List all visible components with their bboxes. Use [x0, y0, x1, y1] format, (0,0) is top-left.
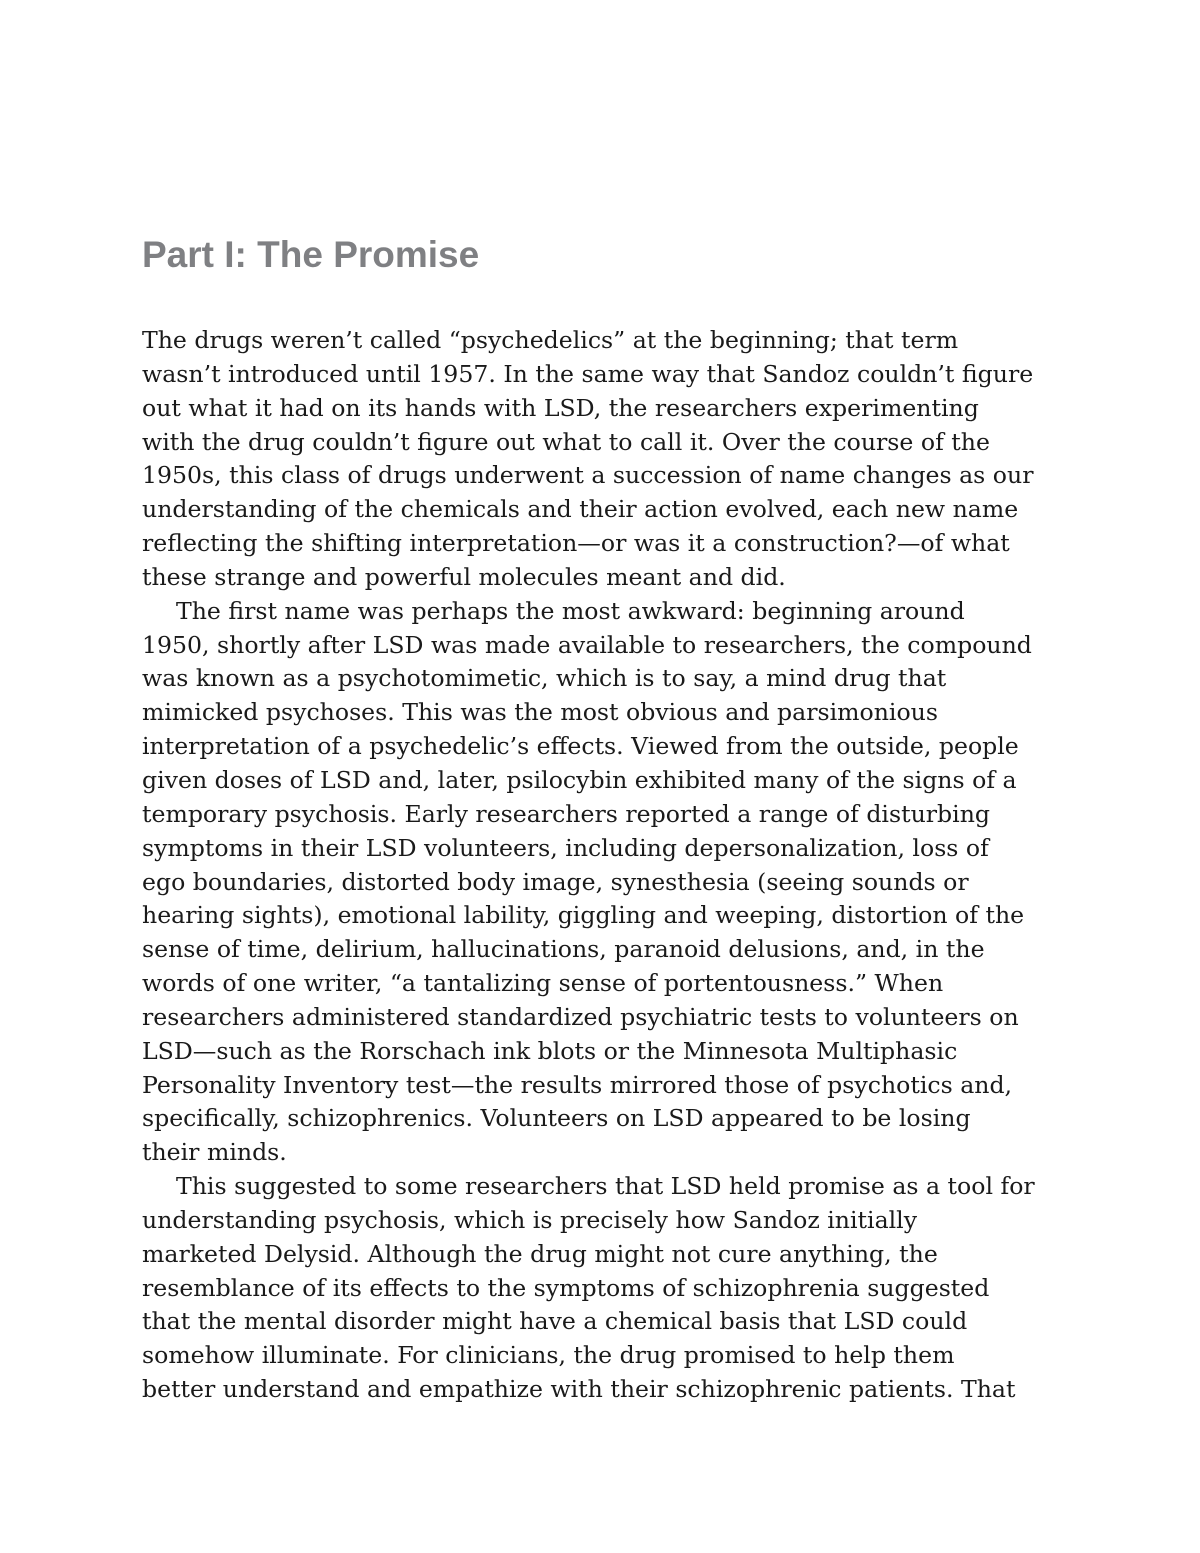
text-line: temporary psychosis. Early researchers reported a range of disturbing — [142, 799, 990, 828]
text-line: resemblance of its effects to the symptoms of schizophrenia suggested — [142, 1273, 990, 1302]
text-line: with the drug couldn’t figure out what to call it. Over the course of the — [142, 427, 990, 456]
text-line: sense of time, delirium, hallucinations, paranoid delusions, and, in the — [142, 935, 985, 964]
text-line: This suggested to some researchers that LSD held promise as a tool for — [176, 1172, 1035, 1201]
text-line: interpretation of a psychedelic’s effects. Viewed from the outside, people — [142, 732, 1019, 761]
text-line: 1950s, this class of drugs underwent a succession of name changes as our — [142, 461, 1034, 490]
body-text — [142, 324, 1072, 1407]
text-line: symptoms in their LSD volunteers, including depersonalization, loss of — [142, 833, 989, 862]
text-line: reflecting the shifting interpretation—or was it a construction?—of what — [142, 529, 1010, 558]
text-line: these strange and powerful molecules meant and did. — [142, 562, 786, 591]
text-line: out what it had on its hands with LSD, the researchers experimenting — [142, 393, 979, 422]
section-heading: Part I: The Promise — [142, 234, 480, 275]
text-line: researchers administered standardized psychiatric tests to volunteers on — [142, 1002, 1019, 1031]
text-line: specifically, schizophrenics. Volunteers on LSD appeared to be losing — [142, 1104, 971, 1133]
text-line: given doses of LSD and, later, psilocybin exhibited many of the signs of a — [142, 765, 1017, 794]
text-line: wasn’t introduced until 1957. In the same way that Sandoz couldn’t figure — [142, 359, 1034, 388]
text-line: words of one writer, “a tantalizing sense of portentousness.” When — [142, 969, 944, 998]
text-line: Personality Inventory test—the results mirrored those of psychotics and, — [142, 1070, 1013, 1099]
text-line: understanding of the chemicals and their action evolved, each new name — [142, 495, 1019, 524]
text-line: mimicked psychoses. This was the most obvious and parsimonious — [142, 698, 938, 727]
text-line: The drugs weren’t called “psychedelics” at the beginning; that term — [142, 326, 959, 354]
text-line: marketed Delysid. Although the drug might not cure anything, the — [142, 1239, 938, 1268]
text-line: understanding psychosis, which is precisely how Sandoz initially — [142, 1205, 918, 1234]
text-line: their minds. — [142, 1138, 287, 1167]
text-line: LSD—such as the Rorschach ink blots or the Minnesota Multiphasic — [142, 1036, 958, 1065]
text-line: that the mental disorder might have a chemical basis that LSD could — [142, 1307, 968, 1336]
text-line: 1950, shortly after LSD was made available to researchers, the compound — [142, 630, 1032, 659]
text-line: better understand and empathize with their schizophrenic patients. That — [142, 1375, 1016, 1404]
text-line: ego boundaries, distorted body image, synesthesia (seeing sounds or — [142, 867, 969, 896]
text-line: was known as a psychotomimetic, which is to say, a mind drug that — [142, 664, 947, 693]
text-line: somehow illuminate. For clinicians, the drug promised to help them — [142, 1341, 955, 1370]
text-line: The first name was perhaps the most awkward: beginning around — [176, 596, 965, 625]
text-line: hearing sights), emotional lability, giggling and weeping, distortion of the — [142, 901, 1025, 930]
